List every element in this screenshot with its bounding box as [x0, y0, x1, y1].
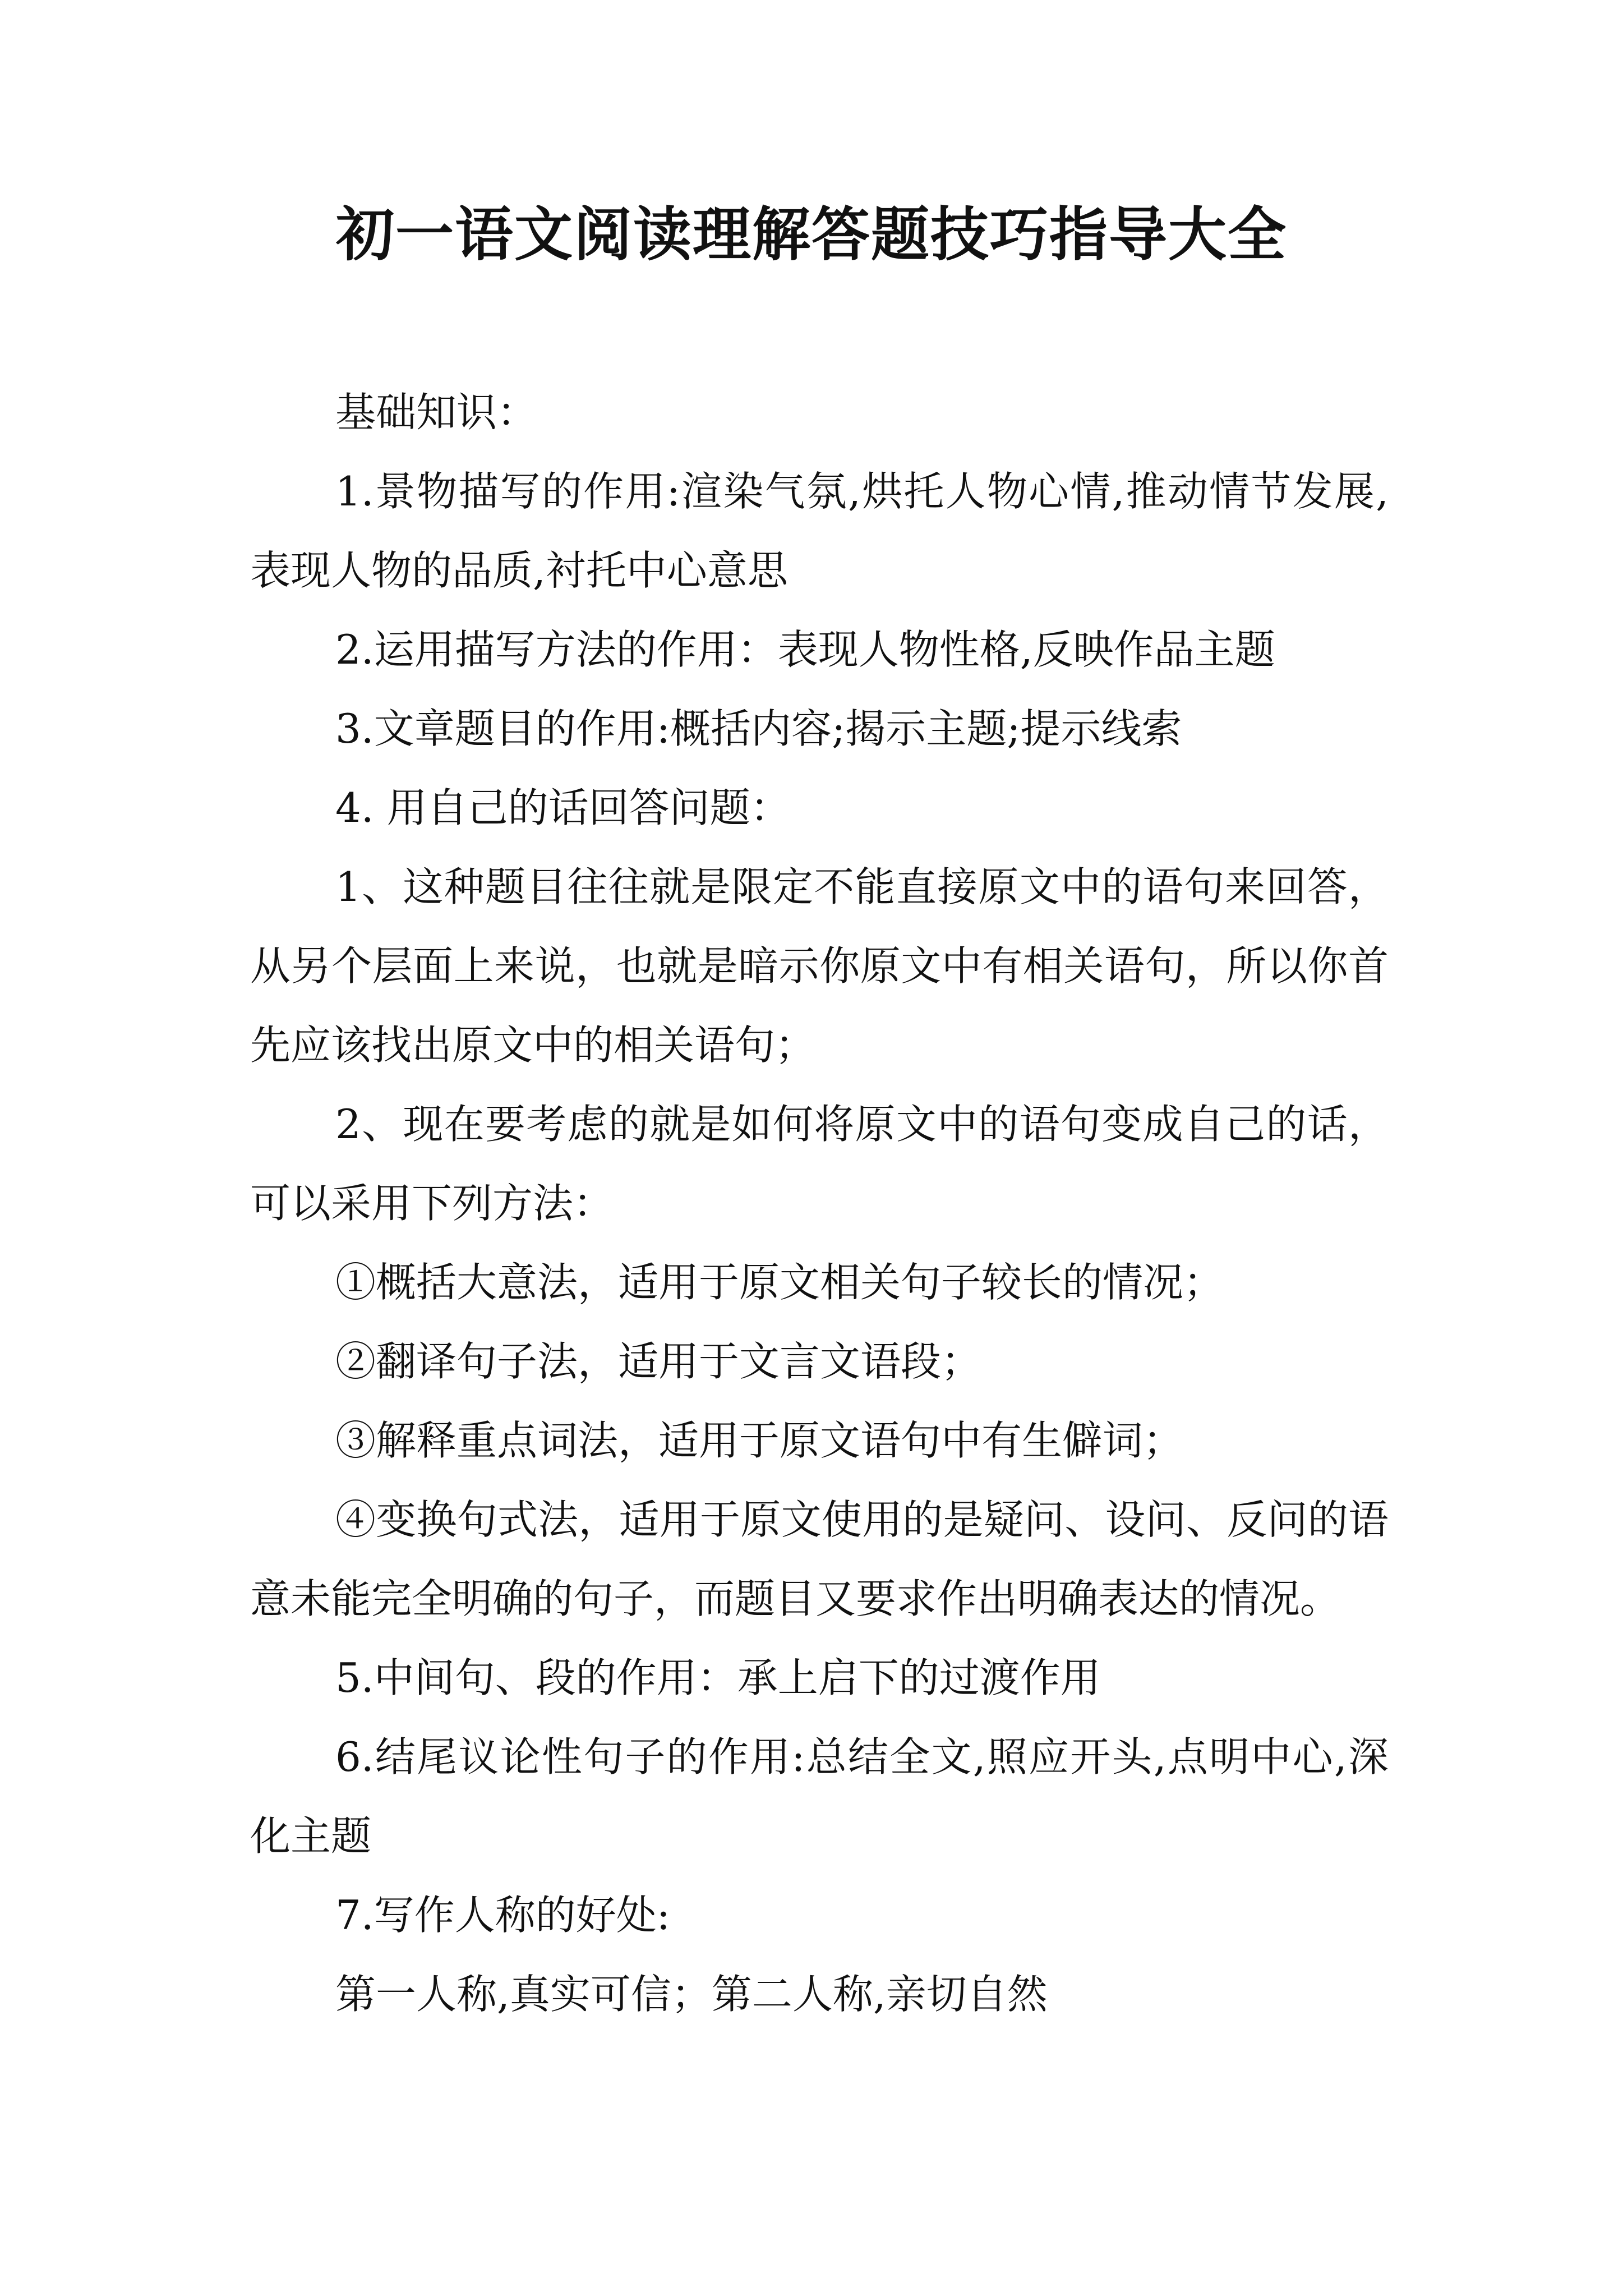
- paragraph-method-summarize: ①概括大意法，适用于原文相关句子较长的情况；: [335, 1259, 1224, 1306]
- paragraph-article-title: 3.文章题目的作用:概括内容;揭示主题;提示线索: [335, 705, 1182, 752]
- paragraph-description-methods: 2.运用描写方法的作用：表现人物性格,反映作品主题: [335, 626, 1275, 673]
- paragraph-ending-sentence: 6.结尾议论性句子的作用:总结全文,照应开头,点明中心,深化主题: [250, 1733, 1389, 1860]
- paragraph-method-change-sentence: ④变换句式法，适用于原文使用的是疑问、设问、反问的语意未能完全明确的句子，而题目又要求作出明确表达的情况。: [250, 1496, 1389, 1622]
- paragraph-narrative-person: 7.写作人称的好处:: [335, 1892, 670, 1939]
- paragraph-method-translate: ②翻译句子法，适用于文言文语段；: [335, 1338, 982, 1385]
- paragraph-basic-knowledge: 基础知识：: [335, 389, 538, 436]
- paragraph-method-explain-words: ③解释重点词法，适用于原文语句中有生僻词；: [335, 1417, 1184, 1464]
- paragraph-middle-sentence: 5.中间句、段的作用：承上启下的过渡作用: [335, 1654, 1101, 1701]
- page-title: 初一语文阅读理解答题技巧指导大全: [335, 200, 1287, 269]
- document-body: [250, 373, 1389, 2034]
- paragraph-own-words-step-2: 2、现在要考虑的就是如何将原文中的语句变成自己的话，可以采用下列方法：: [250, 1101, 1389, 1227]
- paragraph-own-words-step-1: 1、这种题目往往就是限定不能直接原文中的语句来回答，从另个层面上来说，也就是暗示你原文中有相关语句，所以你首先应该找出原文中的相关语句；: [250, 863, 1389, 1069]
- paragraph-own-words: 4. 用自己的话回答问题：: [335, 784, 791, 831]
- paragraph-person-benefits: 第一人称,真实可信；第二人称,亲切自然: [335, 1971, 1048, 2018]
- paragraph-scenery-description: 1.景物描写的作用:渲染气氛,烘托人物心情,推动情节发展,表现人物的品质,衬托中心意思: [250, 468, 1389, 594]
